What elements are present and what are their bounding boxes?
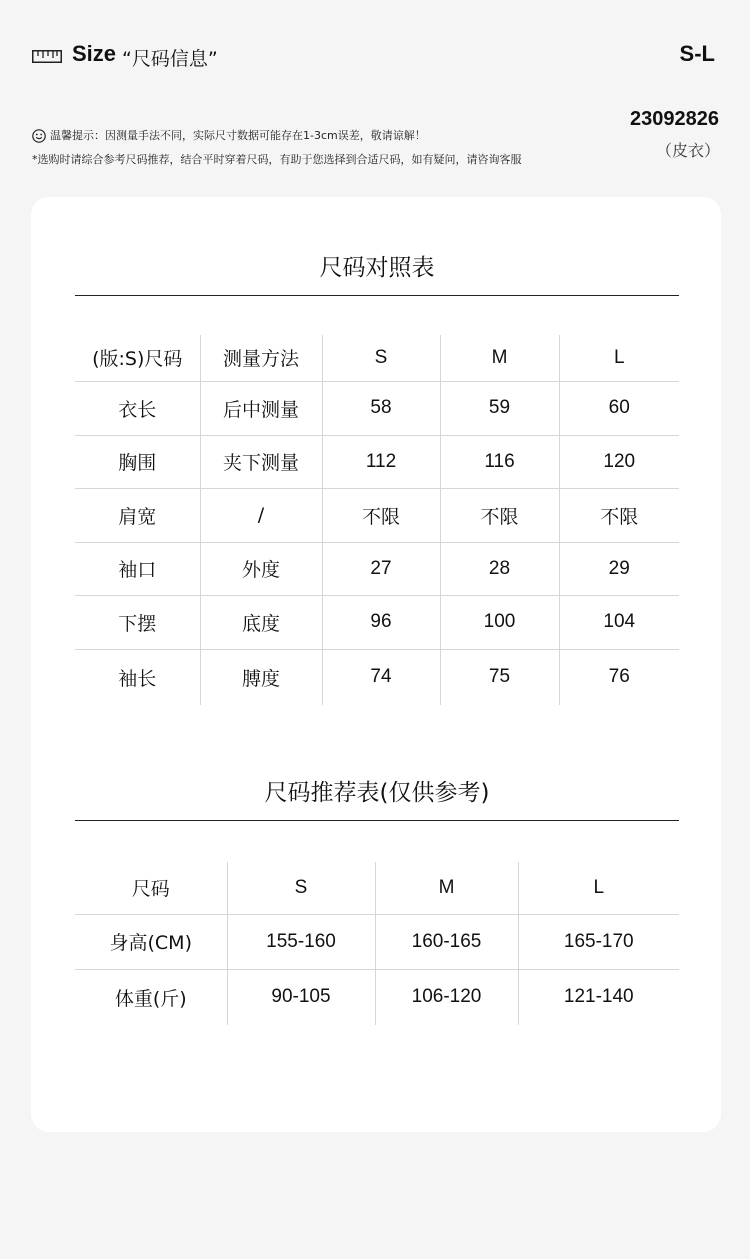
- cell-s: 90-105: [227, 969, 375, 1025]
- cell-s: 不限: [322, 488, 440, 542]
- cell-l: 104: [559, 595, 679, 649]
- table-row: [75, 542, 679, 595]
- recommend-chart-table: [75, 862, 679, 1025]
- cell-m: 100: [440, 595, 559, 649]
- cell-l: 76: [608, 666, 630, 688]
- header-cell-s: S: [322, 335, 440, 381]
- notice: [32, 124, 522, 172]
- cell-m: 28: [440, 542, 559, 595]
- row-method: 夹下测量: [200, 435, 322, 488]
- cell-l: 60: [559, 381, 679, 435]
- table-row: [75, 649, 679, 705]
- row-label: 袖长: [75, 649, 200, 705]
- recommend-chart-divider: [75, 820, 679, 821]
- header-cell-s: S: [227, 862, 375, 914]
- table-row: [75, 595, 679, 649]
- table-row: [75, 914, 679, 969]
- cell-m: 116: [440, 435, 559, 488]
- row-method: /: [200, 488, 322, 542]
- row-label: 身高(CM): [75, 914, 227, 969]
- size-chart-table: [75, 335, 679, 705]
- size-card: [31, 197, 721, 1132]
- row-label: 胸围: [75, 435, 200, 488]
- cell-m: 不限: [440, 488, 559, 542]
- row-label: 下摆: [75, 595, 200, 649]
- size-chart-title: 尺码对照表: [319, 255, 435, 281]
- header-cell-m: M: [440, 335, 559, 381]
- cell-s: 27: [322, 542, 440, 595]
- header-cell-size: 尺码: [75, 862, 227, 914]
- header-cell-l: L: [518, 862, 679, 914]
- table-row: [75, 435, 679, 488]
- notice-text-2: *选购时请综合参考尺码推荐，结合平时穿着尺码，有助于您选择到合适尺码，如有疑问，请咨询客服: [32, 153, 522, 166]
- smile-icon: [32, 129, 46, 143]
- row-method: 外度: [200, 542, 322, 595]
- cell-s: 112: [322, 435, 440, 488]
- notice-text-1: 温馨提示：因测量手法不同，实际尺寸数据可能存在1-3cm误差，敬请谅解！: [50, 129, 426, 142]
- table-row: [75, 488, 679, 542]
- product-kind: （皮衣）: [655, 141, 720, 160]
- cell-l: 121-140: [563, 986, 634, 1008]
- row-method: 底度: [200, 595, 322, 649]
- product-code: 23092826: [630, 108, 719, 130]
- table-row: [75, 969, 679, 1025]
- cell-l: 29: [559, 542, 679, 595]
- cell-m: 160-165: [375, 914, 518, 969]
- cell-s: 74: [322, 649, 440, 705]
- size-chart-divider: [75, 295, 679, 296]
- notice-line-1: [32, 124, 522, 148]
- table-row: [75, 381, 679, 435]
- cell-l: 165-170: [518, 914, 679, 969]
- cell-s: 155-160: [227, 914, 375, 969]
- recommend-header-row: [75, 862, 679, 914]
- header-cell-method: 测量方法: [200, 335, 322, 381]
- notice-line-2: [32, 148, 522, 172]
- header-cell-l: L: [559, 335, 679, 381]
- cell-s: 58: [322, 381, 440, 435]
- header-cell-m: M: [375, 862, 518, 914]
- ruler-icon: [32, 50, 62, 63]
- size-chart-header-row: [75, 335, 679, 381]
- cell-s: 96: [322, 595, 440, 649]
- row-method: 后中测量: [200, 381, 322, 435]
- cell-l: 不限: [559, 488, 679, 542]
- cell-m: 106-120: [375, 969, 518, 1025]
- size-subtitle: “尺码信息”: [122, 48, 218, 70]
- cell-m: 59: [440, 381, 559, 435]
- row-label: 衣长: [75, 381, 200, 435]
- row-method: 膊度: [200, 649, 322, 705]
- row-label: 体重(斤): [75, 969, 227, 1025]
- header: [32, 38, 718, 74]
- recommend-chart-title: 尺码推荐表(仅供参考): [264, 780, 490, 806]
- cell-m: 75: [440, 649, 559, 705]
- size-label: Size: [72, 41, 117, 66]
- header-cell-size: (版:S)尺码: [75, 335, 200, 381]
- row-label: 袖口: [75, 542, 200, 595]
- row-label: 肩宽: [75, 488, 200, 542]
- size-range: S-L: [679, 41, 715, 66]
- cell-l: 120: [559, 435, 679, 488]
